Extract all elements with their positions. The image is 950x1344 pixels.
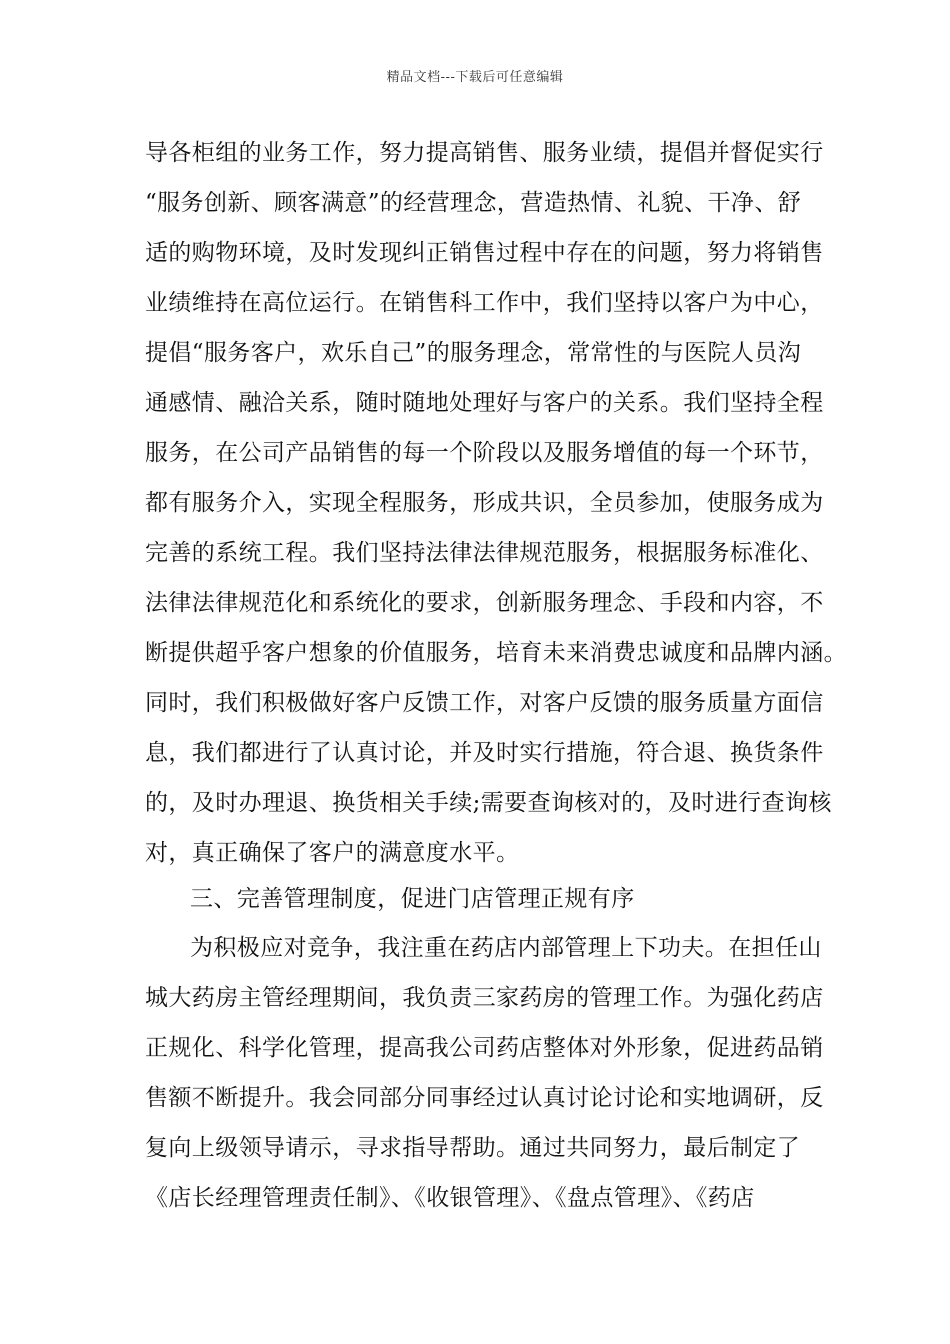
body-line: 对，真正确保了客户的满意度水平。 (145, 840, 520, 866)
body-line: 同时，我们积极做好客户反馈工作，对客户反馈的服务质量方面信 (145, 690, 824, 716)
body-line: 导各柜组的业务工作，努力提高销售、服务业绩，提倡并督促实行 (145, 140, 824, 166)
body-line: 服务，在公司产品销售的每一个阶段以及服务增值的每一个环节， (145, 440, 824, 466)
body-line: 完善的系统工程。我们坚持法律法律规范服务，根据服务标准化、 (145, 540, 824, 566)
body-line: 《店长经理管理责任制》、《收银管理》、《盘点管理》、《药店 (145, 1185, 755, 1211)
body-line: “服务创新、顾客满意”的经营理念，营造热情、礼貌、干净、舒 (145, 190, 802, 216)
body-line: 都有服务介入，实现全程服务，形成共识，全员参加，使服务成为 (145, 490, 824, 516)
page-header: 精品文档---下载后可任意编辑 (386, 70, 564, 85)
body-line: 正规化、科学化管理，提高我公司药店整体对外形象，促进药品销 (145, 1035, 824, 1061)
body-line: 提倡“服务客户，欢乐自己”的服务理念，常常性的与医院人员沟 (145, 340, 802, 366)
body-line: 法律法律规范化和系统化的要求，创新服务理念、手段和内容，不 (145, 590, 824, 616)
body-line: 城大药房主管经理期间，我负责三家药房的管理工作。为强化药店 (145, 985, 824, 1011)
body-line: 通感情、融洽关系，随时随地处理好与客户的关系。我们坚持全程 (145, 390, 824, 416)
body-line: 适的购物环境，及时发现纠正销售过程中存在的问题，努力将销售 (145, 240, 824, 266)
body-line: 业绩维持在高位运行。在销售科工作中，我们坚持以客户为中心， (145, 290, 824, 316)
body-line: 复向上级领导请示，寻求指导帮助。通过共同努力，最后制定了 (145, 1135, 801, 1161)
body-line: 断提供超乎客户想象的价值服务，培育未来消费忠诚度和品牌内涵。 (145, 640, 847, 666)
body-line: 的，及时办理退、换货相关手续;需要查询核对的，及时进行查询核 (145, 790, 832, 816)
body-line: 息，我们都进行了认真讨论，并及时实行措施，符合退、换货条件 (145, 740, 824, 766)
paragraph-first-line: 为积极应对竞争，我注重在药店内部管理上下功夫。在担任山 (190, 935, 822, 961)
body-line: 售额不断提升。我会同部分同事经过认真讨论讨论和实地调研，反 (145, 1085, 824, 1111)
section-heading: 三、完善管理制度，促进门店管理正规有序 (190, 886, 635, 912)
